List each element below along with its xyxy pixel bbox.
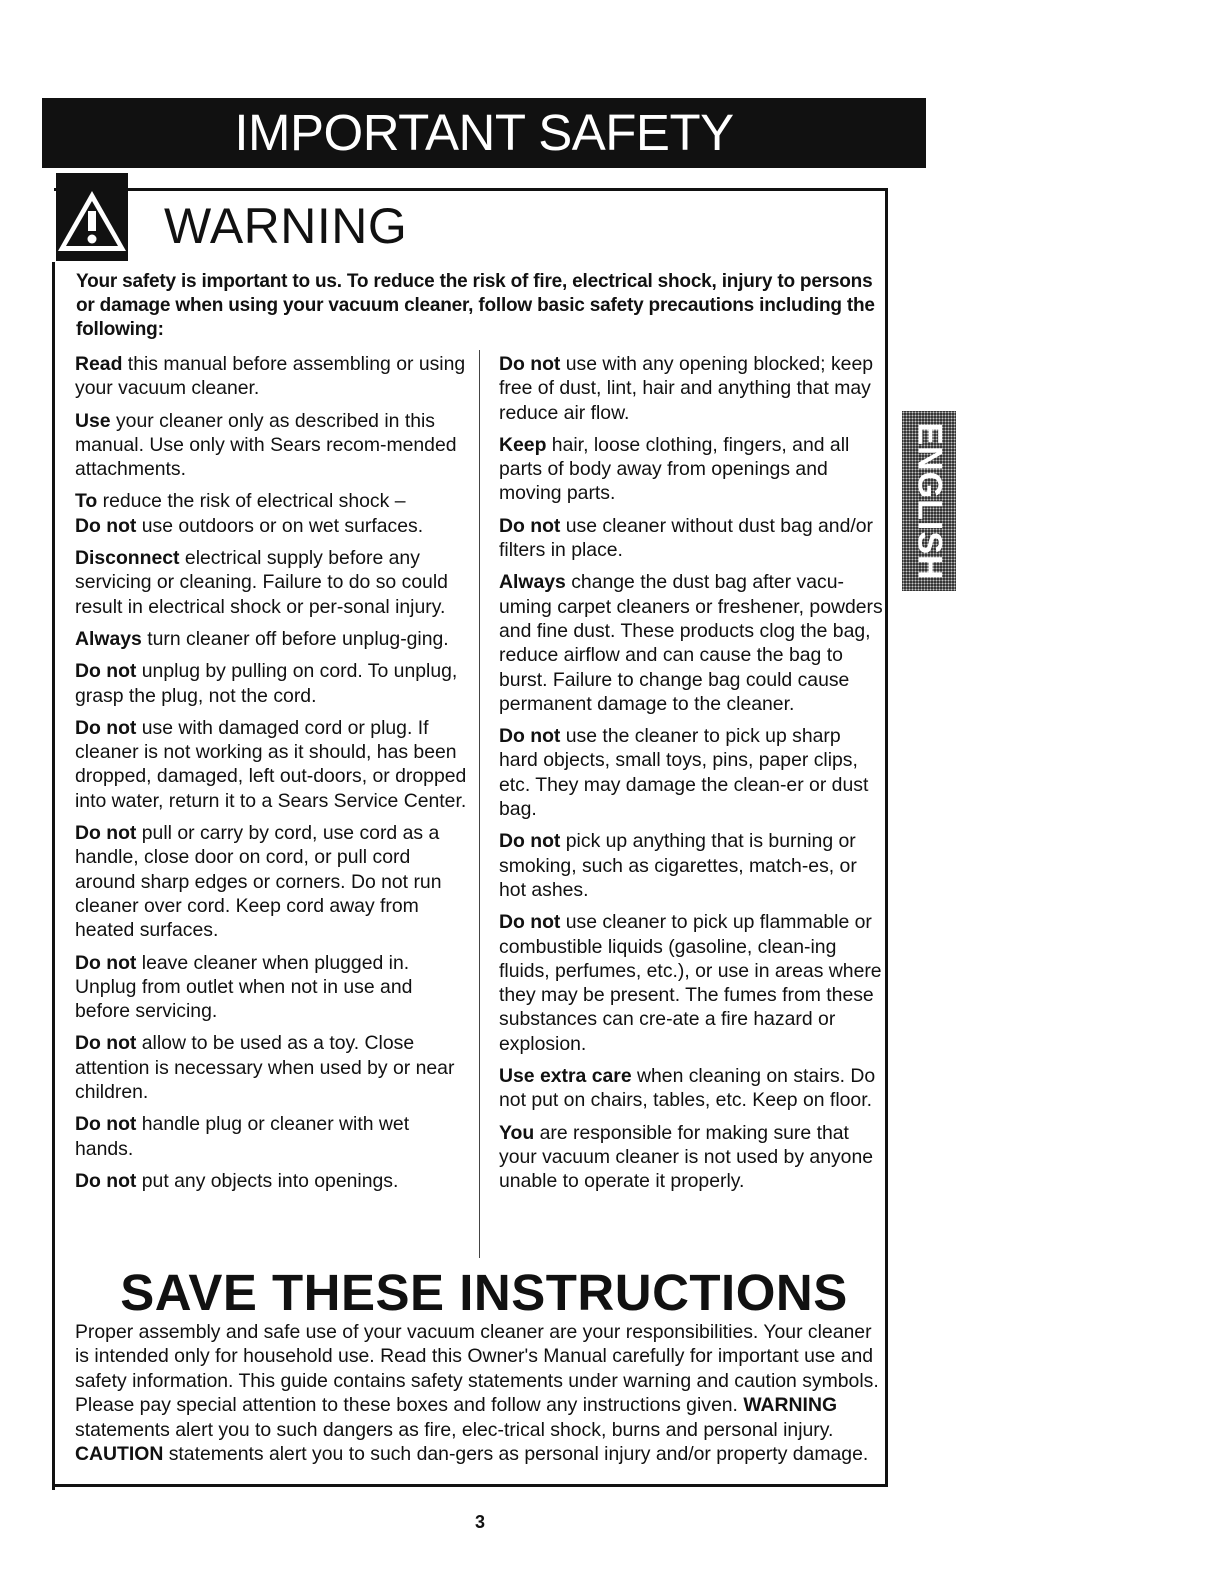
instruction-text: when cleaning on stairs. Do not put on chairs, tables, etc. Keep on floor. (499, 1065, 876, 1112)
header-banner: IMPORTANT SAFETY INSTRUCTIONS (42, 98, 926, 168)
paragraph-text: Proper assembly and safe use of your vacuum cleaner are your responsibilities. Your cleaner is intended only for household use. Read this Owner's Manual carefully for important use and safety information. This guide contains safety statements under warning and caution symbols. Please pay special attention to these boxes and follow any instructions given. (75, 1321, 879, 1417)
instruction-text: this manual before assembling or using your vacuum cleaner. (75, 353, 466, 400)
language-tab-label (902, 411, 956, 591)
instruction-item (75, 489, 470, 538)
instruction-text: use cleaner to pick up flammable or combustible liquids (gasoline, clean-ing fluids, perfumes, etc.), or use in areas where they may be present. The fumes from these substances can cre-ate a fire hazard or explosion. (499, 911, 882, 1055)
instruction-item (499, 352, 884, 425)
instruction-keyword: Do not (75, 1032, 137, 1055)
paragraph-text: statements alert you to such dangers as fire, elec-trical shock, burns and personal injury. (75, 1418, 834, 1441)
instruction-keyword: Do not (499, 514, 561, 537)
instruction-keyword: Do not (75, 1169, 137, 1192)
instruction-text: use with damaged cord or plug. If cleaner is not working as it should, has been dropped, damaged, left out-doors, or dropped into water, return it to a Sears Service Center. (75, 716, 467, 812)
instruction-keyword: Do not (75, 951, 137, 974)
instruction-text: put any objects into openings. (136, 1169, 399, 1192)
instruction-text: allow to be used as a toy. Close attention is necessary when used by or near children. (75, 1032, 455, 1104)
warning-keyword: WARNING (743, 1394, 838, 1417)
caution-keyword: CAUTION (75, 1443, 164, 1466)
instruction-item (75, 821, 470, 942)
instruction-keyword: Do not (499, 353, 561, 375)
instruction-item (499, 514, 884, 563)
instruction-text: turn cleaner off before unplug-ging. (141, 627, 449, 650)
instruction-text: pick up anything that is burning or smoking, such as cigarettes, match-es, or hot ashes. (499, 830, 857, 901)
instruction-item (499, 829, 884, 902)
instruction-item (499, 910, 884, 1056)
instruction-keyword: Always (75, 627, 142, 650)
instruction-item (75, 627, 470, 651)
instruction-text: change the dust bag after vacu-uming carpet cleaners or freshener, powders and fine dust. These products clog the bag, reduce airflow and can cause the bag to burst. Failure to change bag could cause permanent damage to the cleaner. (499, 571, 883, 715)
instruction-item (499, 1064, 884, 1113)
instruction-text: use with any opening blocked; keep free of dust, lint, hair and anything that may reduce air flow. (499, 353, 874, 424)
right-column (499, 352, 884, 1202)
instruction-item (75, 1031, 470, 1104)
instruction-item (75, 659, 470, 708)
left-column (75, 352, 470, 1201)
instruction-keyword: Do not (499, 830, 561, 853)
instruction-text: unplug by pulling on cord. To unplug, grasp the plug, not the cord. (75, 660, 458, 707)
instruction-keyword: Always (499, 571, 566, 594)
instruction-text: use outdoors or on wet surfaces. (136, 514, 424, 537)
language-tab-text: ENGLISH (910, 421, 949, 581)
instruction-item (75, 546, 470, 619)
instruction-text: are responsible for making sure that your vacuum cleaner is not used by anyone unable to operate it properly. (499, 1121, 874, 1193)
instruction-keyword: Do not (75, 1113, 137, 1136)
instruction-keyword: Do not (75, 716, 137, 739)
paragraph-text: statements alert you to such dan-gers as personal injury and/or property damage. (163, 1443, 869, 1466)
instruction-item (75, 352, 470, 401)
instruction-text: use cleaner without dust bag and/or filters in place. (499, 514, 873, 562)
instruction-keyword: Keep (499, 433, 547, 456)
instruction-keyword: Use extra care (499, 1065, 632, 1088)
instruction-keyword: Do not (75, 660, 137, 683)
instruction-text: leave cleaner when plugged in. Unplug from outlet when not in use and before servicing. (75, 951, 413, 1023)
page-number: 3 (474, 1512, 485, 1532)
instruction-keyword: Read (75, 353, 123, 375)
warning-title: WARNING (164, 198, 408, 254)
instruction-item (75, 951, 470, 1024)
warning-intro: Your safety is important to us. To reduce the risk of fire, electrical shock, injury to persons or damage when using your vacuum cleaner, follow basic safety precautions including the following: (76, 271, 875, 340)
instruction-item (499, 433, 884, 506)
instruction-item (75, 1169, 470, 1193)
instruction-text: handle plug or cleaner with wet hands. (75, 1113, 410, 1160)
instruction-item (499, 570, 884, 716)
instruction-keyword: Do not (75, 514, 137, 537)
instruction-keyword: You (499, 1121, 535, 1144)
instruction-item (499, 724, 884, 821)
instruction-text: your cleaner only as described in this manual. Use only with Sears recom-mended attachments. (75, 409, 457, 481)
instruction-keyword: Do not (499, 911, 561, 934)
instruction-keyword: Disconnect (75, 547, 180, 570)
warning-triangle-icon (56, 187, 128, 255)
instruction-item (75, 716, 470, 813)
instruction-keyword: To (75, 490, 98, 513)
instruction-text: hair, loose clothing, fingers, and all parts of body away from openings and moving parts. (499, 433, 850, 505)
instruction-text: use the cleaner to pick up sharp hard objects, small toys, pins, paper clips, etc. They may damage the clean-er or dust bag. (499, 725, 869, 821)
save-instructions-title: SAVE THESE INSTRUCTIONS (120, 1264, 848, 1321)
instruction-keyword: Do not (499, 725, 561, 748)
instruction-keyword: Use (75, 409, 111, 432)
column-divider (479, 350, 480, 1258)
instruction-item (75, 409, 470, 482)
responsibility-paragraph (75, 1320, 881, 1466)
instruction-keyword: Do not (75, 822, 137, 845)
instruction-item (499, 1121, 884, 1194)
instruction-text: pull or carry by cord, use cord as a handle, close door on cord, or pull cord around sharp edges or corners. Do not run cleaner over cord. Keep cord away from heated surfaces. (75, 822, 442, 942)
instruction-text: electrical supply before any servicing or cleaning. Failure to do so could result in electrical shock or per-sonal injury. (75, 547, 448, 618)
instruction-text: reduce the risk of electrical shock – (97, 490, 406, 513)
instruction-item (75, 1112, 470, 1161)
